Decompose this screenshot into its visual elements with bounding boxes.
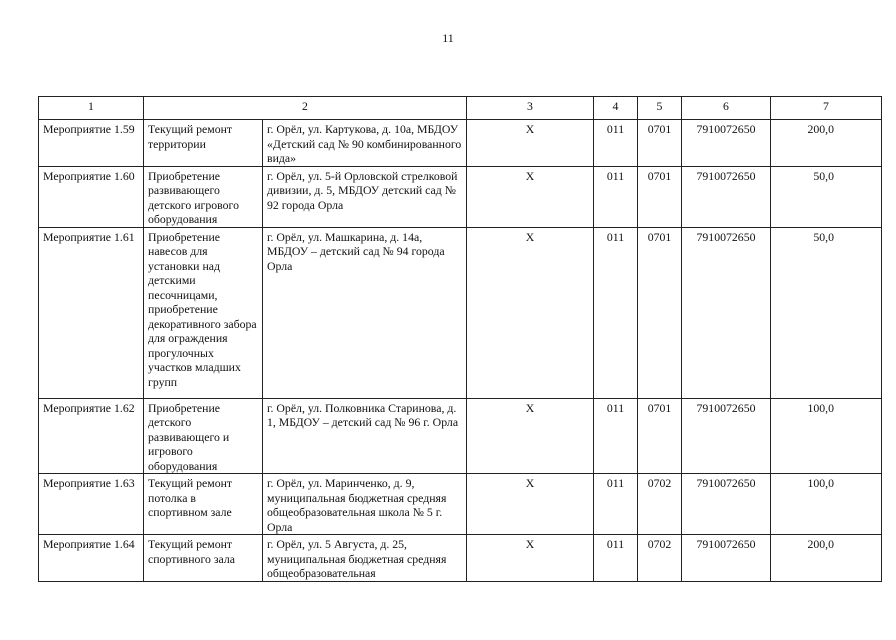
col3-cell: Х (467, 227, 594, 398)
action-cell: Текущий ремонт спортивного зала (144, 535, 263, 582)
col5-cell: 0702 (638, 535, 682, 582)
address-cell: г. Орёл, ул. Машкарина, д. 14а, МБДОУ – детский сад № 94 города Орла (263, 227, 467, 398)
col5-cell: 0701 (638, 120, 682, 167)
col4-cell: 011 (594, 535, 638, 582)
col6-cell: 7910072650 (682, 535, 771, 582)
amount-cell: 50,0 (771, 227, 882, 398)
event-cell: Мероприятие 1.61 (39, 227, 144, 398)
event-cell: Мероприятие 1.59 (39, 120, 144, 167)
header-cell-2: 2 (144, 97, 467, 120)
col4-cell: 011 (594, 398, 638, 474)
header-cell-3: 3 (467, 97, 594, 120)
col3-cell: Х (467, 474, 594, 535)
action-cell: Приобретение навесов для установки над детскими песочницами, приобретение декоративного забора для ограждения прогулочных участков младших групп (144, 227, 263, 398)
col5-cell: 0702 (638, 474, 682, 535)
amount-cell: 100,0 (771, 398, 882, 474)
header-cell-6: 6 (682, 97, 771, 120)
col3-cell: Х (467, 398, 594, 474)
event-cell: Мероприятие 1.64 (39, 535, 144, 582)
event-cell: Мероприятие 1.62 (39, 398, 144, 474)
col6-cell: 7910072650 (682, 474, 771, 535)
col4-cell: 011 (594, 120, 638, 167)
col6-cell: 7910072650 (682, 227, 771, 398)
table-header-row (39, 97, 882, 120)
action-cell: Текущий ремонт территории (144, 120, 263, 167)
col5-cell: 0701 (638, 166, 682, 227)
amount-cell: 50,0 (771, 166, 882, 227)
amount-cell: 100,0 (771, 474, 882, 535)
table-row (39, 166, 882, 227)
amount-cell: 200,0 (771, 120, 882, 167)
amount-cell: 200,0 (771, 535, 882, 582)
address-cell: г. Орёл, ул. 5-й Орловской стрелковой дивизии, д. 5, МБДОУ детский сад № 92 города Орла (263, 166, 467, 227)
col4-cell: 011 (594, 474, 638, 535)
col3-cell: Х (467, 535, 594, 582)
action-cell: Приобретение развивающего детского игрового оборудования (144, 166, 263, 227)
header-cell-7: 7 (771, 97, 882, 120)
col3-cell: Х (467, 120, 594, 167)
action-cell: Приобретение детского развивающего и игрового оборудования (144, 398, 263, 474)
header-cell-5: 5 (638, 97, 682, 120)
table-row (39, 120, 882, 167)
header-cell-1: 1 (39, 97, 144, 120)
event-cell: Мероприятие 1.63 (39, 474, 144, 535)
page-number: 11 (442, 31, 454, 45)
address-cell: г. Орёл, ул. Картукова, д. 10а, МБДОУ «Детский сад № 90 комбинированного вида» (263, 120, 467, 167)
table-row (39, 474, 882, 535)
col5-cell: 0701 (638, 398, 682, 474)
table-row (39, 227, 882, 398)
col5-cell: 0701 (638, 227, 682, 398)
address-cell: г. Орёл, ул. Полковника Старинова, д. 1, МБДОУ – детский сад № 96 г. Орла (263, 398, 467, 474)
col6-cell: 7910072650 (682, 120, 771, 167)
address-cell: г. Орёл, ул. Маринченко, д. 9, муниципальная бюджетная средняя общеобразовательная школа № 5 г. Орла (263, 474, 467, 535)
action-cell: Текущий ремонт потолка в спортивном зале (144, 474, 263, 535)
col4-cell: 011 (594, 227, 638, 398)
table-row (39, 535, 882, 582)
col4-cell: 011 (594, 166, 638, 227)
col6-cell: 7910072650 (682, 398, 771, 474)
header-cell-4: 4 (594, 97, 638, 120)
col6-cell: 7910072650 (682, 166, 771, 227)
budget-table (38, 96, 882, 582)
event-cell: Мероприятие 1.60 (39, 166, 144, 227)
table-row (39, 398, 882, 474)
address-cell: г. Орёл, ул. 5 Августа, д. 25, муниципальная бюджетная средняя общеобразовательная (263, 535, 467, 582)
col3-cell: Х (467, 166, 594, 227)
